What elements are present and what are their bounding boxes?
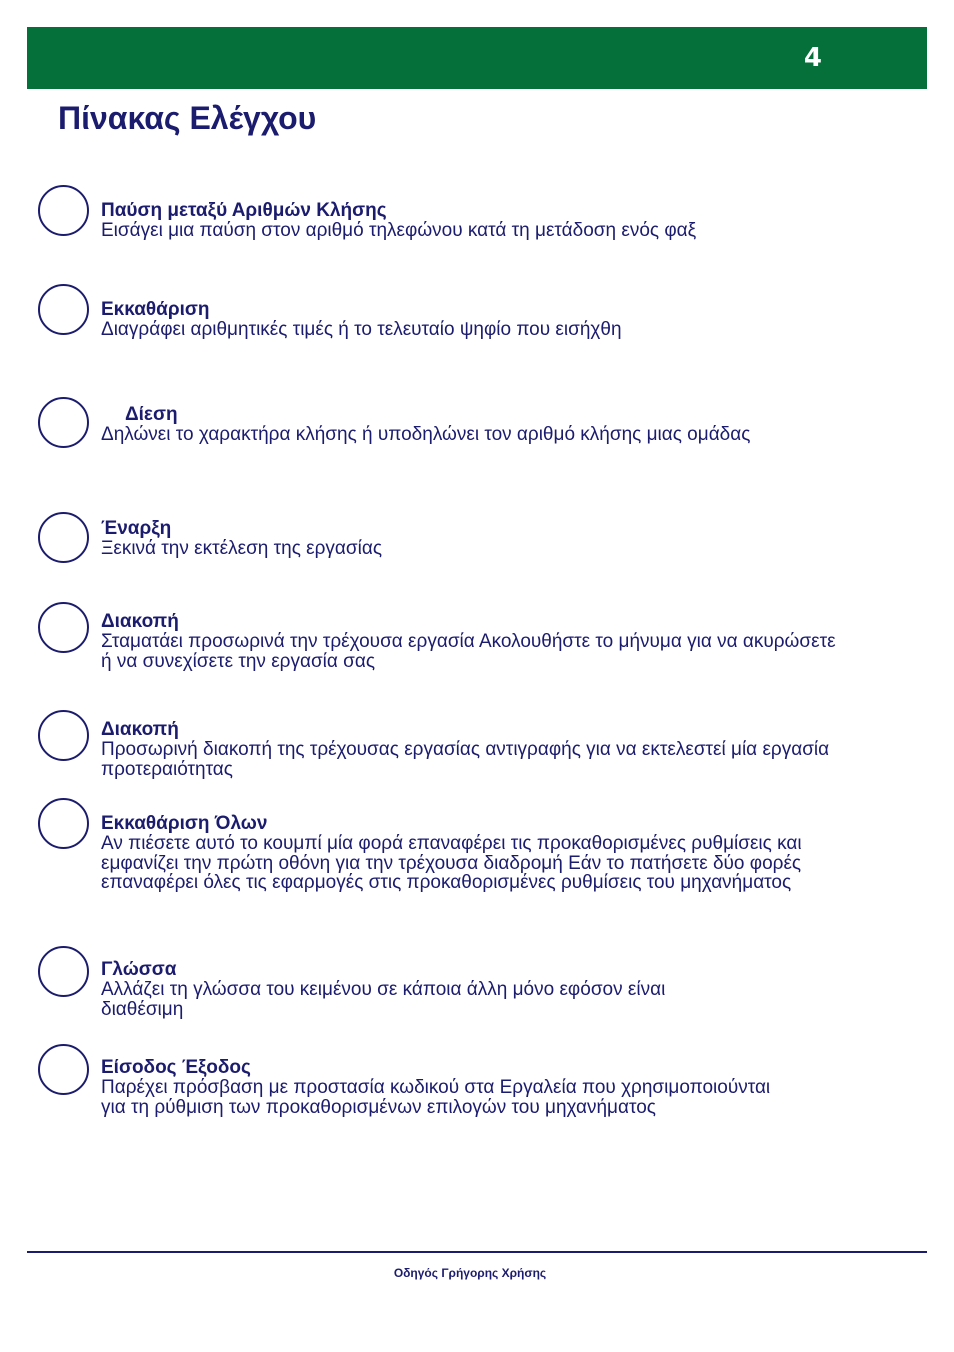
item-description: Ξεκινά την εκτέλεση της εργασίας — [101, 538, 383, 559]
page-number: 4 — [803, 43, 822, 73]
header-bar — [27, 27, 927, 89]
footer-divider — [27, 1251, 927, 1253]
item-description: Εισάγει μια παύση στον αριθμό τηλεφώνου κατά τη μετάδοση ενός φαξ — [101, 220, 697, 241]
item-description: Διαγράφει αριθμητικές τιμές ή το τελευταίο ψηφίο που εισήχθη — [101, 319, 622, 340]
clear-all-button-icon — [38, 798, 89, 849]
item-description: Δηλώνει το χαρακτήρα κλήσης ή υποδηλώνει τον αριθμό κλήσης μιας ομάδας — [101, 424, 751, 445]
item-title: Γλώσσα — [101, 959, 177, 980]
item-description: Προσωρινή διακοπή της τρέχουσας εργασίας αντιγραφής για να εκτελεστεί μία εργασία προτεραιότητας — [101, 739, 830, 780]
interrupt-button-icon — [38, 710, 89, 761]
item-description: Αν πιέσετε αυτό το κουμπί μία φορά επαναφέρει τις προκαθορισμένες ρυθμίσεις και εμφανίζει την πρώτη οθόνη για την τρέχουσα διαδρομή Εάν το πατήσετε δύο φορές επαναφέρει όλες τις εφαρμογές στις προκαθορισμένες ρυθμίσεις του μηχανήματος — [101, 833, 802, 894]
start-button-icon — [38, 512, 89, 563]
item-title: Διακοπή — [101, 611, 179, 632]
hash-button-icon — [38, 397, 89, 448]
item-title: Είσοδος Έξοδος — [101, 1057, 251, 1078]
stop-button-icon — [38, 602, 89, 653]
login-logout-button-icon — [38, 1044, 89, 1095]
footer-title: Οδηγός Γρήγορης Χρήσης — [393, 1266, 547, 1280]
item-title: Δίεση — [125, 404, 178, 425]
item-title: Εκκαθάριση Όλων — [101, 813, 268, 834]
page-title: Πίνακας Ελέγχου — [58, 100, 317, 136]
clear-button-icon — [38, 284, 89, 335]
item-title: Έναρξη — [101, 518, 172, 539]
language-button-icon — [38, 946, 89, 997]
item-title: Εκκαθάριση — [101, 299, 210, 320]
item-title: Παύση μεταξύ Αριθμών Κλήσης — [101, 200, 387, 221]
item-description: Αλλάζει τη γλώσσα του κειμένου σε κάποια άλλη μόνο εφόσον είναι διαθέσιμη — [101, 979, 666, 1020]
item-description: Παρέχει πρόσβαση με προστασία κωδικού στα Εργαλεία που χρησιμοποιούνται για τη ρύθμιση των προκαθορισμένων επιλογών του μηχανήματος — [101, 1077, 771, 1118]
item-title: Διακοπή — [101, 719, 179, 740]
item-description: Σταματάει προσωρινά την τρέχουσα εργασία Ακολουθήστε το μήνυμα για να ακυρώσετε ή να συνεχίσετε την εργασία σας — [101, 631, 836, 672]
pause-button-icon — [38, 185, 89, 236]
